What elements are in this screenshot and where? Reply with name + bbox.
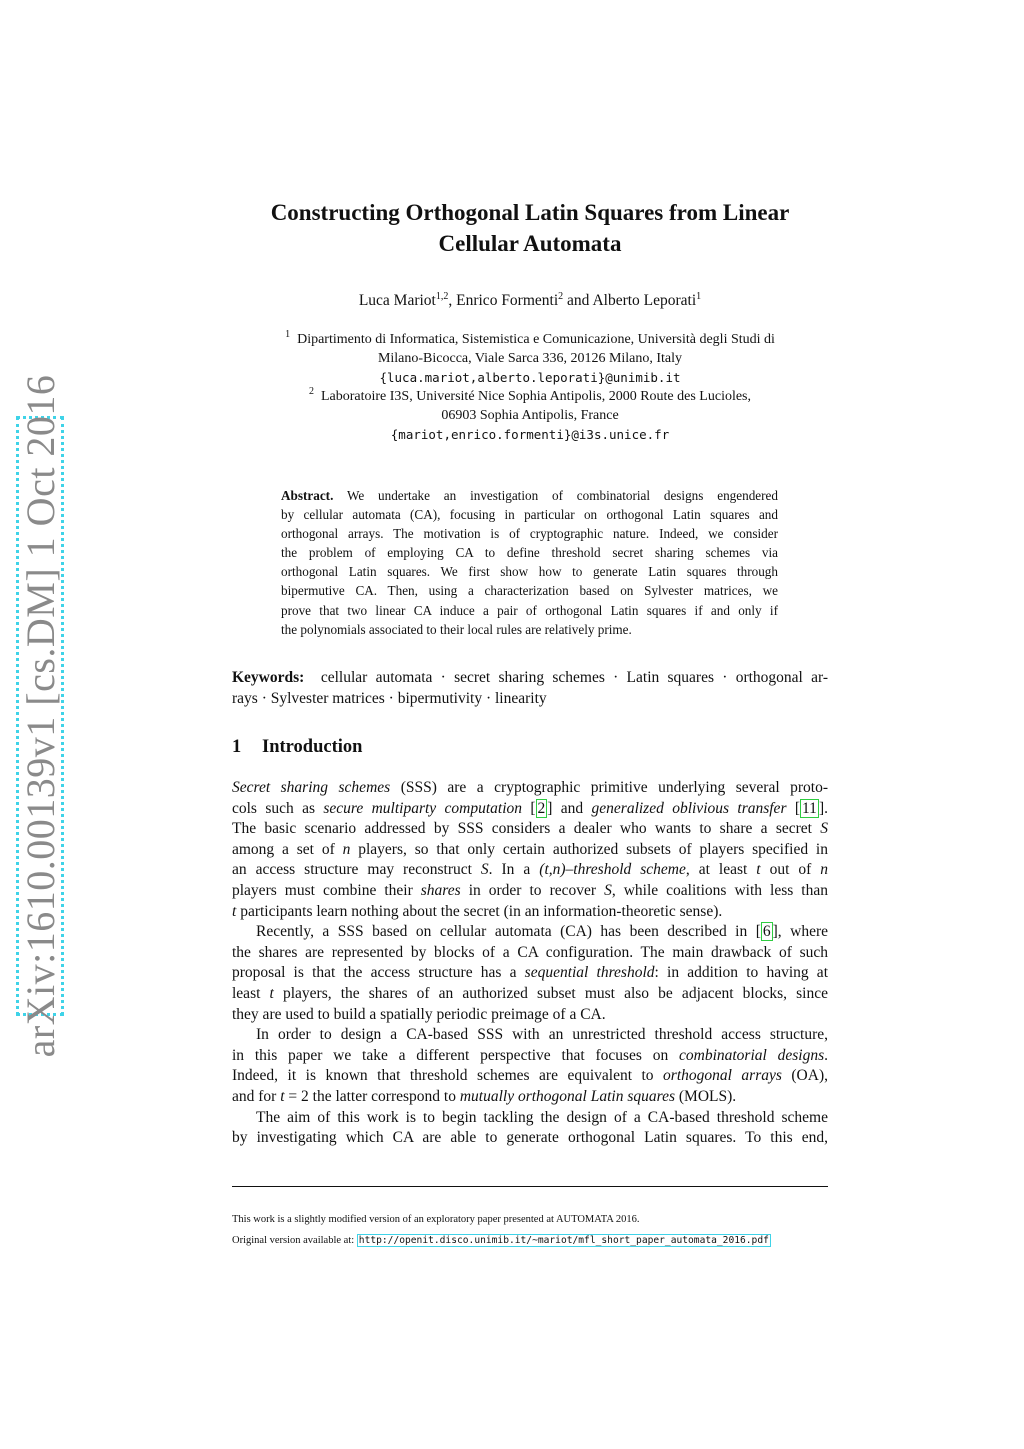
body-line: [232, 819, 828, 840]
text: cols such as: [232, 799, 324, 817]
text: and for: [232, 1087, 281, 1105]
abstract-line: orthogonal arrays. The motivation is of cryptographic nature. Indeed, we consider: [281, 526, 778, 542]
text: least: [232, 984, 270, 1002]
math-variable: t: [756, 861, 761, 879]
emphasis: Secret sharing schemes: [232, 779, 391, 796]
body-line: [232, 881, 828, 902]
citation-link[interactable]: 6: [762, 923, 771, 941]
affiliation-marker: 2: [308, 386, 314, 397]
body-line: [232, 840, 828, 861]
affiliation-line: [232, 387, 828, 406]
arxiv-identifier-stamp[interactable]: arXiv:1610.00139v1 [cs.DM] 1 Oct 2016: [17, 374, 63, 1058]
text: . In a: [488, 861, 540, 879]
abstract-label: Abstract.: [281, 488, 334, 503]
body-line: [232, 778, 828, 799]
body-line: [232, 1046, 828, 1067]
text: out of: [760, 861, 821, 879]
affiliation-marker: 1,2: [435, 291, 449, 302]
emphasis: generalized oblivious transfer: [591, 799, 787, 817]
math-variable: t: [232, 902, 237, 920]
footnote-text: Original version available at:: [232, 1235, 357, 1246]
text: in this paper we take a different perspective that focuses on: [232, 1046, 679, 1064]
paper-title: [232, 197, 828, 259]
math-variable: t: [269, 984, 274, 1002]
body-line: [232, 984, 828, 1005]
math-variable: n: [342, 840, 351, 858]
body-line: [232, 902, 828, 923]
section-number: 1: [232, 737, 242, 757]
body-line: [232, 1066, 828, 1087]
math-variable: t: [280, 1087, 285, 1105]
citation-link[interactable]: 11: [802, 799, 817, 817]
text: [: [522, 799, 536, 817]
author-separator: and: [563, 292, 593, 309]
text: Indeed, it is known that threshold schemes are equivalent to: [232, 1067, 664, 1085]
emphasis: combinatorial designs: [679, 1046, 825, 1064]
abstract-line: the polynomials associated to their local rules are relatively prime.: [281, 621, 632, 637]
author-separator: ,: [448, 292, 457, 309]
body-line: [232, 963, 828, 984]
footnote-url-link[interactable]: http://openit.disco.unimib.it/~mariot/mfl_short_paper_automata_2016.pdf: [358, 1235, 769, 1246]
body-line: [232, 922, 828, 943]
affiliation-marker: 1: [696, 291, 702, 302]
body-line: the shares are represented by blocks of a CA configuration. The main drawback of such: [232, 943, 828, 961]
text: ].: [818, 799, 828, 817]
author-list: [232, 292, 828, 310]
text: : in addition to having at: [654, 964, 828, 982]
title-line: Cellular Automata: [438, 231, 622, 256]
abstract-line: by cellular automata (CA), focusing in particular on orthogonal Latin squares and: [281, 507, 778, 523]
author-name: Enrico Formenti: [456, 292, 559, 309]
math-variable: S: [480, 861, 489, 879]
emphasis: mutually orthogonal Latin squares: [459, 1087, 675, 1105]
footnotes: [232, 1209, 828, 1251]
emphasis: shares: [420, 881, 461, 899]
affiliation-line: 06903 Sophia Antipolis, France: [441, 408, 619, 423]
affiliation-line: Milano-Bicocca, Viale Sarca 336, 20126 Milano, Italy: [377, 351, 683, 366]
body-line: In order to design a CA-based SSS with an unrestricted threshold access structure,: [256, 1026, 828, 1044]
keywords: [232, 667, 828, 709]
text: players, the shares of an authorized subset must also be adjacent blocks, since: [273, 984, 828, 1002]
text: players must combine their: [232, 881, 421, 899]
footnote-line: [232, 1230, 828, 1251]
keywords-line: rays · Sylvester matrices · bipermutivity · linearity: [232, 690, 547, 707]
text: in order to recover: [460, 881, 605, 899]
text: participants learn nothing about the secret (in an information-theoretic sense).: [236, 902, 723, 920]
author-name: Alberto Leporati: [592, 292, 697, 309]
text: among a set of: [232, 840, 343, 858]
affiliation-text: Dipartimento di Informatica, Sistemistica e Comunicazione, Università degli Studi di: [297, 332, 775, 347]
abstract-line: the problem of employing CA to define threshold secret sharing schemes via: [281, 545, 778, 561]
text: , at least: [685, 861, 757, 879]
body-line: [232, 799, 828, 820]
body-line: [232, 1087, 828, 1108]
abstract-line: orthogonal Latin squares. We first show how to generate Latin squares through: [281, 564, 778, 580]
affiliation-line: [232, 330, 828, 349]
text: proposal is that the access structure has a: [232, 964, 525, 982]
math-variable: S: [820, 820, 828, 838]
abstract-text: We undertake an investigation of combinatorial designs engendered: [346, 488, 778, 503]
emphasis: secure multiparty computation: [323, 799, 523, 817]
emphasis: (t,n)–threshold scheme: [539, 861, 686, 879]
affiliation-email: {luca.mariot,alberto.leporati}@unimib.it: [379, 370, 681, 385]
math-variable: n: [820, 861, 829, 879]
text: ], where: [772, 923, 829, 941]
body-line: by investigating which CA are able to generate orthogonal Latin squares. To this end,: [232, 1129, 828, 1147]
affiliation-email: {mariot,enrico.formenti}@i3s.unice.fr: [390, 427, 670, 442]
text: (OA),: [781, 1067, 828, 1085]
affiliation-text: Laboratoire I3S, Université Nice Sophia Antipolis, 2000 Route des Lucioles,: [320, 389, 752, 404]
abstract-line: prove that two linear CA induce a pair of orthogonal Latin squares if and only if: [281, 602, 778, 618]
section-title: Introduction: [262, 737, 363, 757]
affiliations: [232, 330, 828, 444]
emphasis: sequential threshold: [524, 964, 655, 982]
text: ] and: [547, 799, 592, 817]
keywords-line: [232, 667, 828, 688]
text: .: [824, 1046, 828, 1064]
section-heading: [232, 737, 362, 758]
author-name: Luca Mariot: [358, 292, 436, 309]
text: Recently, a SSS based on cellular automata (CA) has been described in [: [256, 923, 761, 941]
text: , while coalitions with less than: [611, 881, 828, 899]
affiliation-marker: 2: [558, 291, 564, 302]
text: [: [786, 799, 800, 817]
text: (SSS) are a cryptographic primitive underlying several proto-: [390, 779, 829, 796]
text: = 2 the latter correspond to: [284, 1087, 460, 1105]
introduction-body: [232, 778, 828, 1149]
text: The basic scenario addressed by SSS considers a dealer who wants to share a secret: [232, 820, 821, 838]
text: (MOLS).: [675, 1087, 737, 1105]
affiliation-marker: 1: [285, 329, 291, 340]
abstract: [281, 486, 778, 639]
keywords-label: Keywords:: [232, 669, 305, 686]
keywords-text: cellular automata · secret sharing schemes · Latin squares · orthogonal ar-: [320, 669, 828, 686]
math-variable: S: [604, 881, 612, 899]
emphasis: orthogonal arrays: [663, 1067, 782, 1085]
footnote-line: This work is a slightly modified version of an exploratory paper presented at AUTOMATA 2016.: [232, 1214, 640, 1225]
abstract-line: [281, 486, 778, 505]
body-line: they are used to build a spatially periodic preimage of a CA.: [232, 1005, 606, 1023]
citation-link[interactable]: 2: [537, 799, 546, 817]
title-line: Constructing Orthogonal Latin Squares from Linear: [270, 200, 790, 225]
body-line: The aim of this work is to begin tackling the design of a CA-based threshold scheme: [256, 1108, 828, 1126]
text: players, so that only certain authorized subsets of players specified in: [350, 840, 828, 858]
body-line: [232, 860, 828, 881]
text: an access structure may reconstruct: [232, 861, 481, 879]
abstract-line: bipermutive CA. Then, using a characterization based on Sylvester matrices, we: [281, 583, 778, 599]
footnote-divider: [232, 1186, 828, 1187]
